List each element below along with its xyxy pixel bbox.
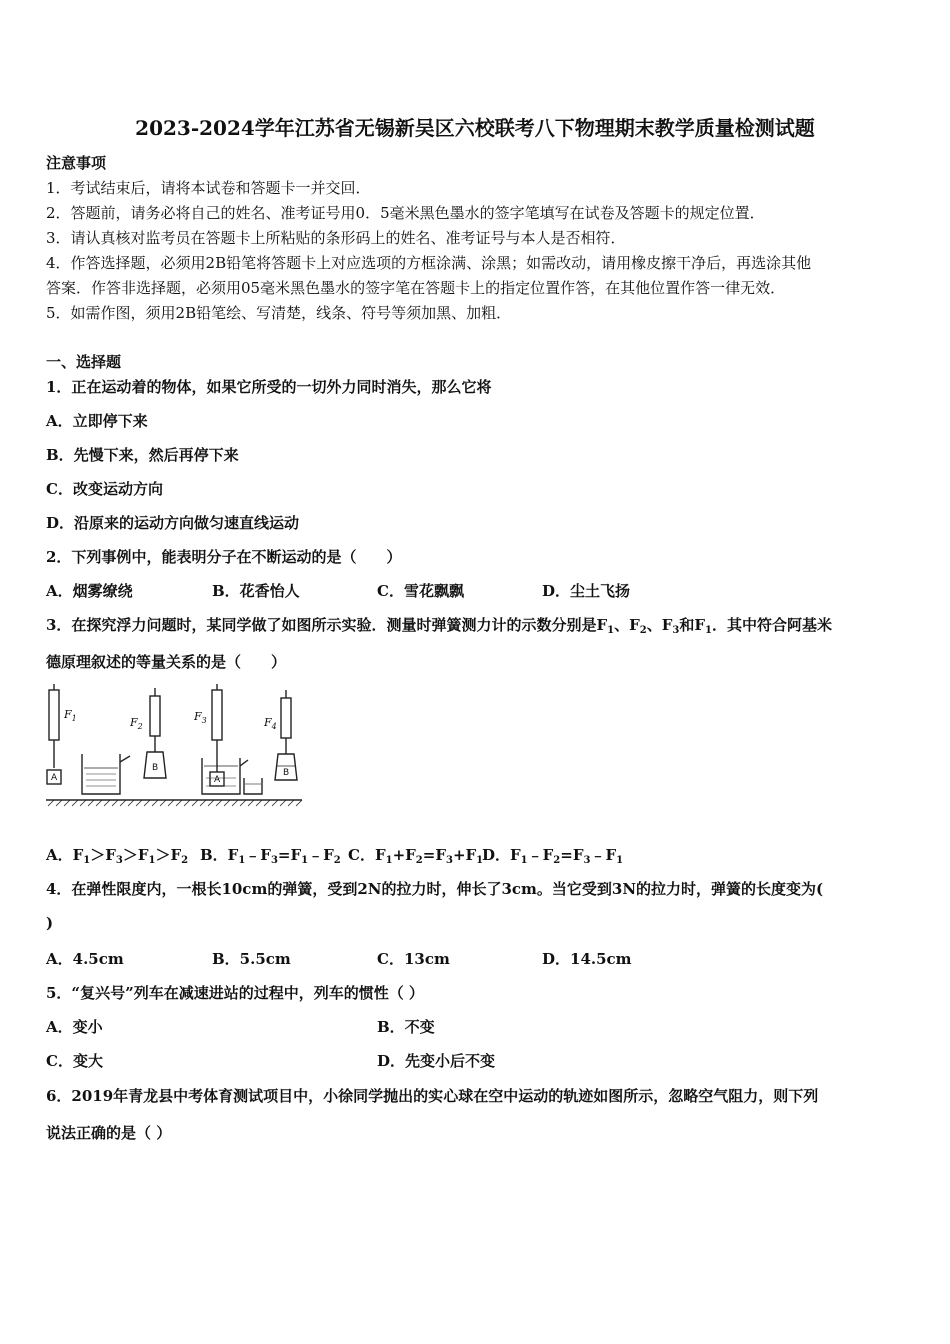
q2-option-b: B．花香怡人 — [212, 582, 300, 600]
fig-label-f2: $F_2$ — [130, 716, 143, 731]
exam-title: 2023-2024学年江苏省无锡新吴区六校联考八下物理期末教学质量检测试题 — [135, 116, 815, 140]
q3-spring-scale-figure — [44, 682, 306, 810]
q2-option-d: D．尘土飞扬 — [542, 582, 631, 600]
q3-stem-line2: 德原理叙述的等量关系的是（ ） — [46, 653, 287, 671]
q1-stem: 1．正在运动着的物体，如果它所受的一切外力同时消失，那么它将 — [46, 378, 492, 396]
fig-block-b2: B — [283, 768, 290, 778]
q5-option-c: C．变大 — [46, 1052, 103, 1070]
q4-option-c: C．13cm — [377, 950, 450, 968]
fig-block-b1: B — [152, 763, 159, 773]
notice-item-4: 4．作答选择题，必须用2B铅笔将答题卡上对应选项的方框涂满、涂黑；如需改动，请用橡皮擦干净后，再选涂其他 — [46, 254, 812, 272]
section-heading: 一、选择题 — [46, 353, 122, 371]
q4-stem-line1: 4．在弹性限度内，一根长10cm的弹簧，受到2N的拉力时，伸长了3cm。当它受到3N的拉力时，弹簧的长度变为( — [46, 880, 824, 898]
q4-option-d: D．14.5cm — [542, 950, 632, 968]
q2-stem: 2．下列事例中，能表明分子在不断运动的是（ ） — [46, 548, 402, 566]
notice-item-3: 3．请认真核对监考员在答题卡上所粘贴的条形码上的姓名、准考证号与本人是否相符． — [46, 229, 626, 247]
q3-option-d: D．$F_1﹣F_2=F_3﹣F_1$ — [482, 846, 624, 866]
q5-option-d: D．先变小后不变 — [377, 1052, 496, 1070]
fig-label-f1: $F_1$ — [64, 708, 77, 723]
q1-option-d: D．沿原来的运动方向做匀速直线运动 — [46, 514, 300, 532]
q5-option-b: B．不变 — [377, 1018, 435, 1036]
q5-option-a: A．变小 — [46, 1018, 103, 1036]
q3-option-c: C．$F_1+F_2=F_3+F_1$ — [348, 846, 484, 866]
q1-option-c: C．改变运动方向 — [46, 480, 163, 498]
fig-block-a1: A — [51, 773, 58, 783]
notice-heading: 注意事项 — [46, 154, 107, 172]
notice-item-5: 5．如需作图，须用2B铅笔绘、写清楚，线条、符号等须加黑、加粗． — [46, 304, 512, 322]
notice-item-1: 1．考试结束后，请将本试卷和答题卡一并交回． — [46, 179, 371, 197]
q6-stem-line1: 6．2019年青龙县中考体育测试项目中，小徐同学抛出的实心球在空中运动的轨迹如图所示，忽略空气阻力，则下列 — [46, 1087, 819, 1105]
q6-stem-line2: 说法正确的是（ ） — [46, 1124, 172, 1142]
q3-option-a: A．$F_1>F_3>F_1>F_2$ — [46, 846, 189, 866]
fig-block-a2: A — [214, 775, 221, 785]
q2-option-a: A．烟雾缭绕 — [46, 582, 133, 600]
notice-item-4-cont: 答案．作答非选择题，必须用05毫米黑色墨水的签字笔在答题卡上的指定位置作答，在其他位置作答一律无效． — [46, 279, 786, 297]
notice-item-2: 2．答题前，请务必将自己的姓名、准考证号用0．5毫米黑色墨水的签字笔填写在试卷及答题卡的规定位置． — [46, 204, 765, 222]
q3-stem-line1: 3．在探究浮力问题时，某同学做了如图所示实验．测量时弹簧测力计的示数分别是$F_1$、$F_2$、$F_3$和$F_1$．其中符合阿基米 — [46, 616, 832, 636]
q5-stem: 5．“复兴号”列车在减速进站的过程中，列车的惯性（ ） — [46, 984, 424, 1002]
q4-option-a: A．4.5cm — [46, 950, 124, 968]
q1-option-b: B．先慢下来，然后再停下来 — [46, 446, 239, 464]
q4-option-b: B．5.5cm — [212, 950, 291, 968]
q1-option-a: A．立即停下来 — [46, 412, 148, 430]
fig-label-f4: $F_4$ — [264, 716, 277, 731]
q4-stem-line2: ) — [46, 914, 54, 932]
fig-label-f3: $F_3$ — [194, 710, 207, 725]
q3-option-b: B．$F_1﹣F_3=F_1﹣F_2$ — [200, 846, 341, 866]
q2-option-c: C．雪花飘飘 — [377, 582, 464, 600]
